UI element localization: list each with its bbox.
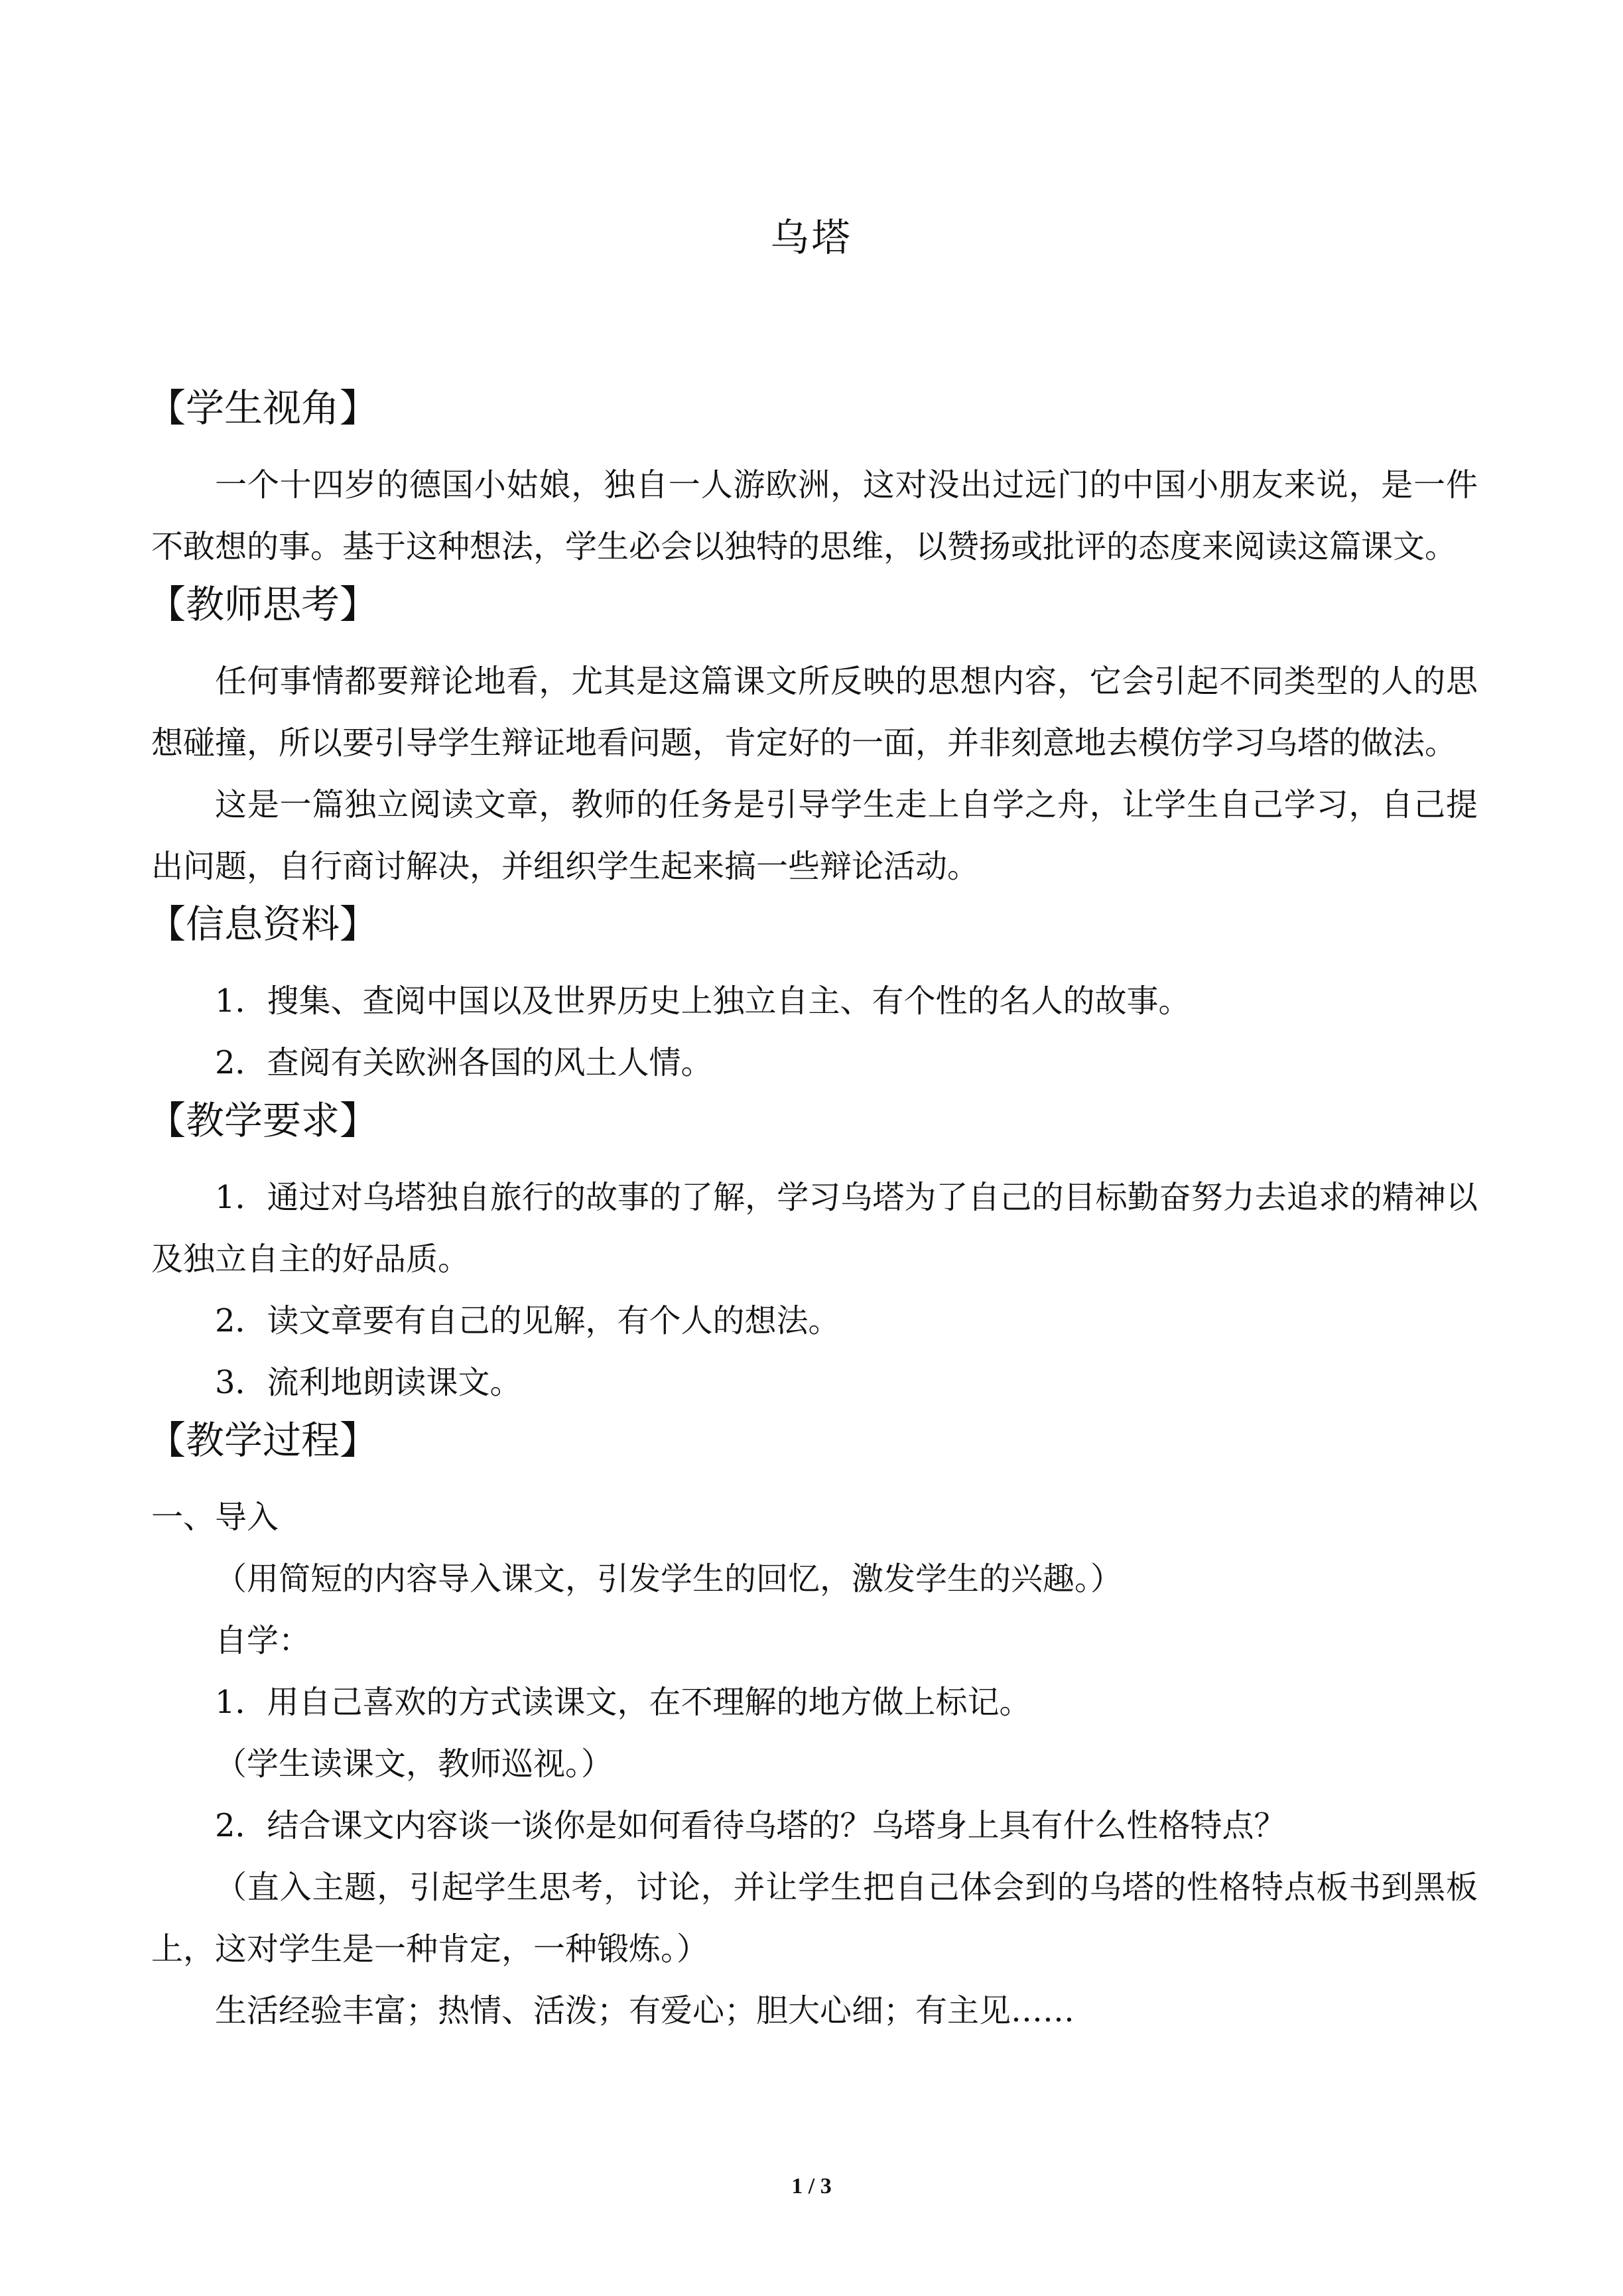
page-number: 1 / 3 [791,2174,832,2198]
student-view-paragraph: 一个十四岁的德国小姑娘，独自一人游欧洲，这对没出过远门的中国小朋友来说，是一件不敢想的事。基于这种想法，学生必会以独特的思维，以赞扬或批评的态度来阅读这篇课文。 [151,466,1478,565]
process-line-7: 生活经验丰富；热情、活泼；有爱心；胆大心细；有主见…… [215,1992,1075,2029]
process-line-2: 自学： [215,1622,311,1659]
section-heading-student-view: 【学生视角】 [147,385,379,431]
section-heading-teacher-thinking: 【教师思考】 [147,582,379,627]
process-line-5: 2．结合课文内容谈一谈你是如何看待乌塔的？乌塔身上具有什么性格特点？ [215,1807,1286,1844]
section-heading-info-materials: 【信息资料】 [147,902,379,947]
requirement-item-2: 2．读文章要有自己的见解，有个人的想法。 [215,1302,840,1339]
document-title: 乌塔 [770,215,853,260]
process-intro-title: 一、导入 [151,1499,279,1536]
requirement-item-3: 3．流利地朗读课文。 [215,1364,522,1401]
teacher-thinking-paragraph-1: 任何事情都要辩论地看，尤其是这篇课文所反映的思想内容，它会引起不同类型的人的思想碰撞，所以要引导学生辩证地看问题，肯定好的一面，并非刻意地去模仿学习乌塔的做法。 [151,663,1478,762]
process-line-3: 1．用自己喜欢的方式读课文，在不理解的地方做上标记。 [215,1684,1031,1721]
requirement-item-1: 1．通过对乌塔独自旅行的故事的了解，学习乌塔为了自己的目标勤奋努力去追求的精神以及独立自主的好品质。 [151,1179,1478,1278]
document-body [147,381,1478,2042]
process-line-1: （用简短的内容导入课文，引发学生的回忆，激发学生的兴趣。） [215,1560,1123,1597]
section-heading-teaching-requirements: 【教学要求】 [147,1098,379,1143]
teacher-thinking-paragraph-2: 这是一篇独立阅读文章，教师的任务是引导学生走上自学之舟，让学生自己学习，自己提出问题，自行商讨解决，并组织学生起来搞一些辩论活动。 [151,786,1478,885]
info-item-2: 2．查阅有关欧洲各国的风土人情。 [215,1044,713,1081]
process-line-6: （直入主题，引起学生思考，讨论，并让学生把自己体会到的乌塔的性格特点板书到黑板上，这对学生是一种肯定，一种锻炼。） [151,1869,1478,1968]
process-line-4: （学生读课文，教师巡视。） [215,1745,614,1783]
section-heading-teaching-process: 【教学过程】 [147,1418,379,1463]
info-item-1: 1．搜集、查阅中国以及世界历史上独立自主、有个性的名人的故事。 [215,982,1191,1020]
